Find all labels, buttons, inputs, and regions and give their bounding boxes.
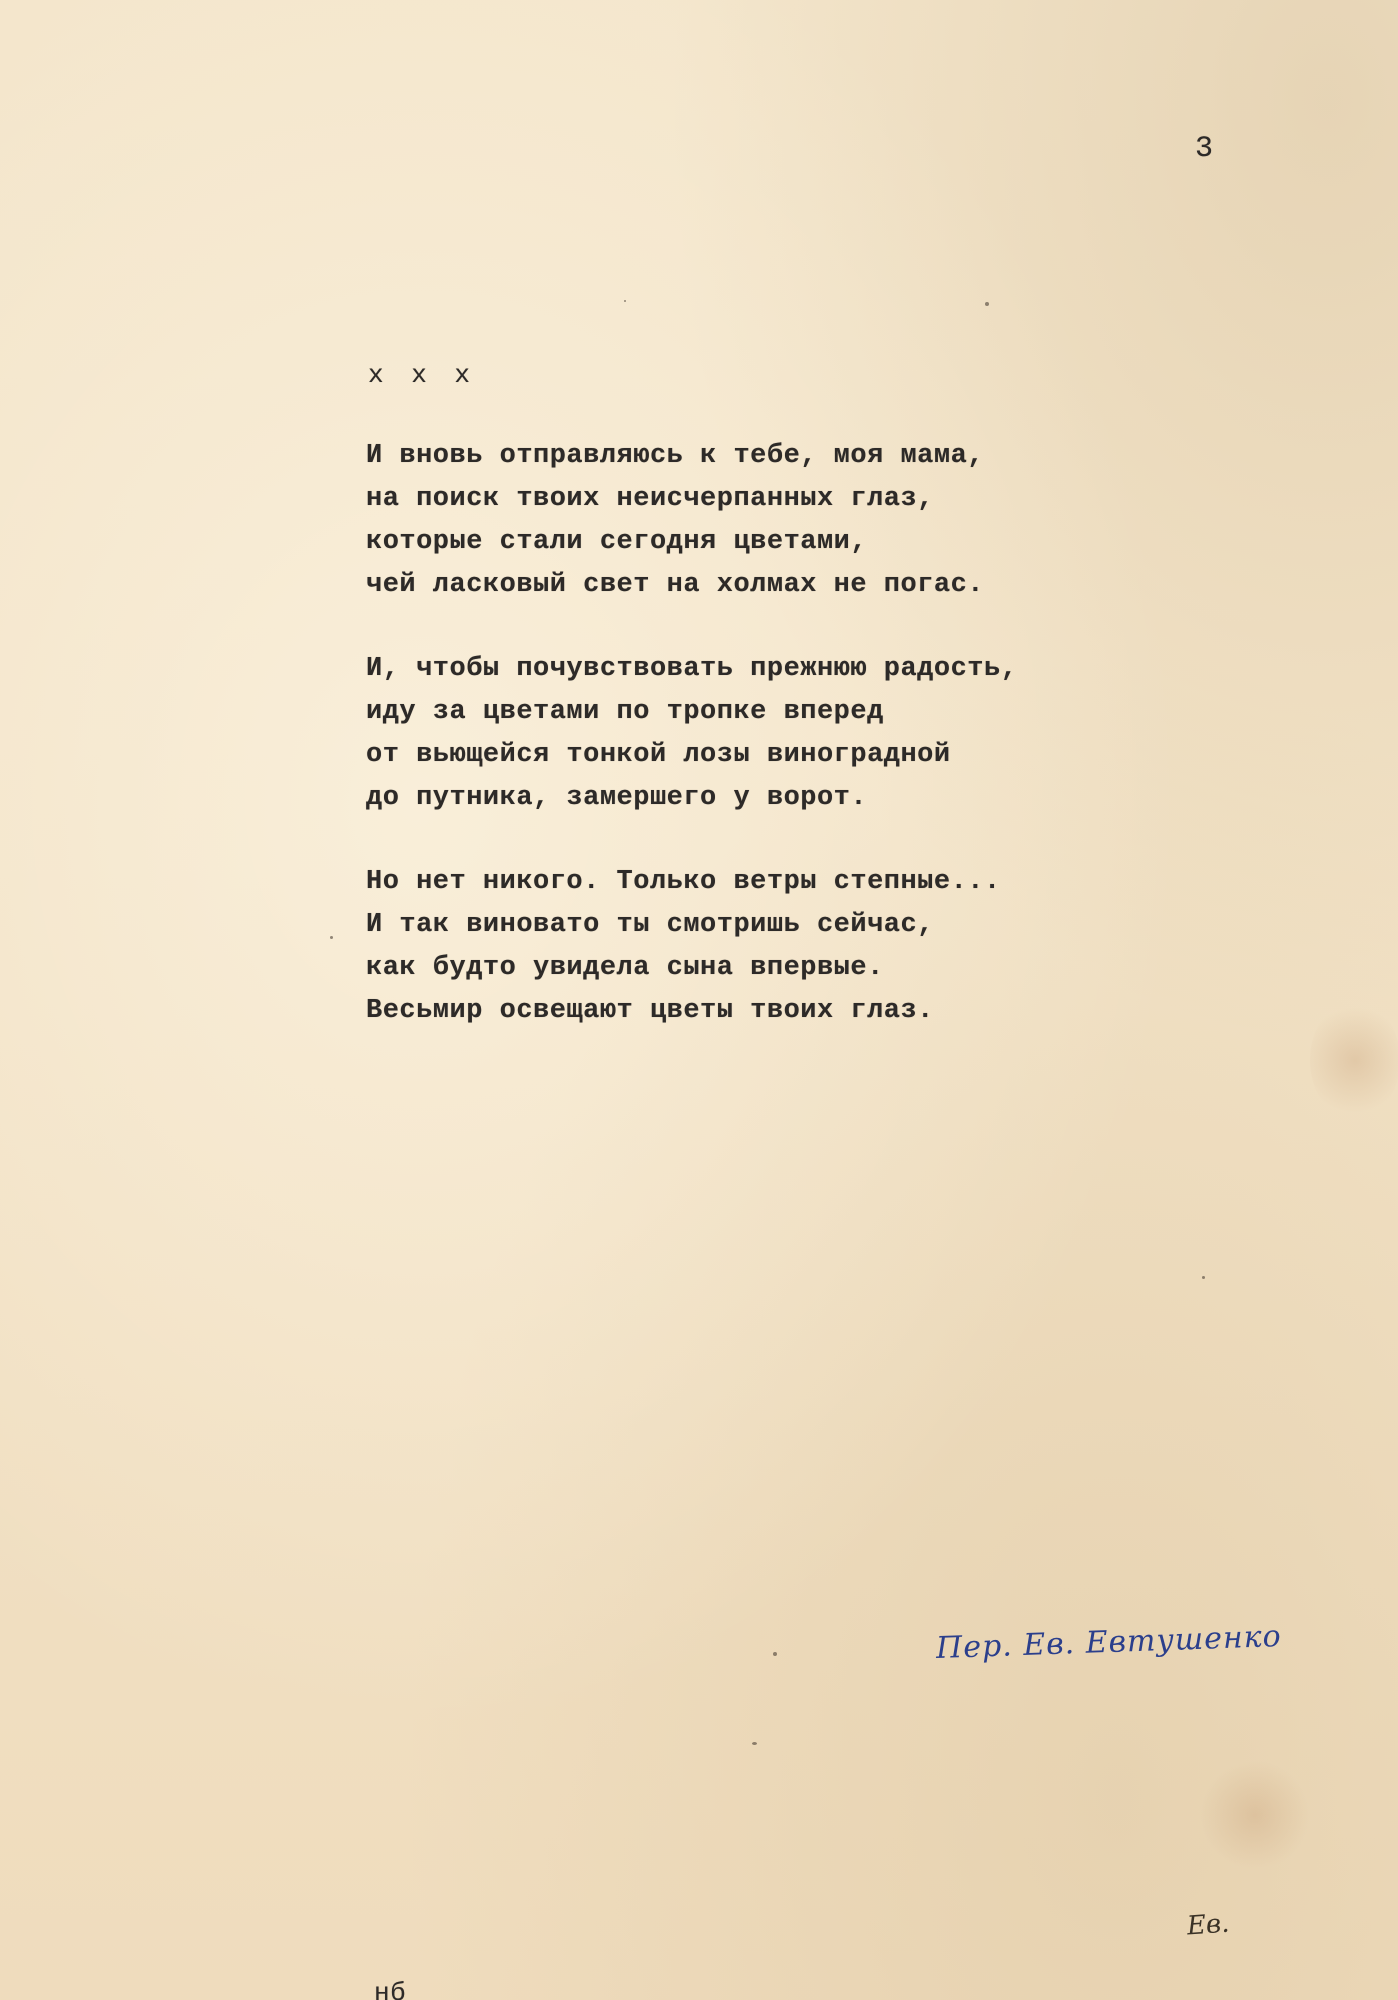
poem-line: Но нет никого. Только ветры степные... [366, 867, 1001, 897]
poem [366, 435, 1166, 1074]
poem-line: иду за цветами по тропке вперед [366, 697, 884, 727]
stanza [366, 861, 1166, 1033]
poem-line: И вновь отправляюсь к тебе, моя мама, [366, 441, 984, 471]
page-number: 3 [1195, 132, 1214, 166]
footer-mark: нб [374, 1978, 407, 2000]
poem-line: на поиск твоих неисчерпанных глаз, [366, 484, 934, 514]
paper-speck [330, 936, 333, 939]
paper-speck [1202, 1276, 1205, 1279]
paper-speck [773, 1652, 777, 1656]
paper-speck [752, 1742, 757, 1745]
paper-stain [1200, 1760, 1310, 1870]
poem-line: И так виновато ты смотришь сейчас, [366, 910, 934, 940]
handwritten-initials: Ев. [1186, 1908, 1231, 1942]
poem-line: чей ласковый свет на холмах не погас. [366, 570, 984, 600]
stanza [366, 648, 1166, 820]
section-ornament: x x x [368, 360, 477, 390]
poem-line: до путника, замершего у ворот. [366, 783, 868, 813]
paper-speck [985, 302, 989, 306]
translator-note: Пер. Ев. Евтушенко [935, 1618, 1283, 1667]
poem-line: И, чтобы почувствовать прежнюю радость, [366, 654, 1018, 684]
poem-line: от вьющейся тонкой лозы виноградной [366, 740, 951, 770]
paper-stain [1310, 1000, 1398, 1120]
poem-line: Весьмир освещают цветы твоих глаз. [366, 996, 934, 1026]
poem-line: которые стали сегодня цветами, [366, 527, 868, 557]
paper-speck [624, 300, 626, 302]
stanza [366, 435, 1166, 607]
poem-line: как будто увидела сына впервые. [366, 953, 884, 983]
